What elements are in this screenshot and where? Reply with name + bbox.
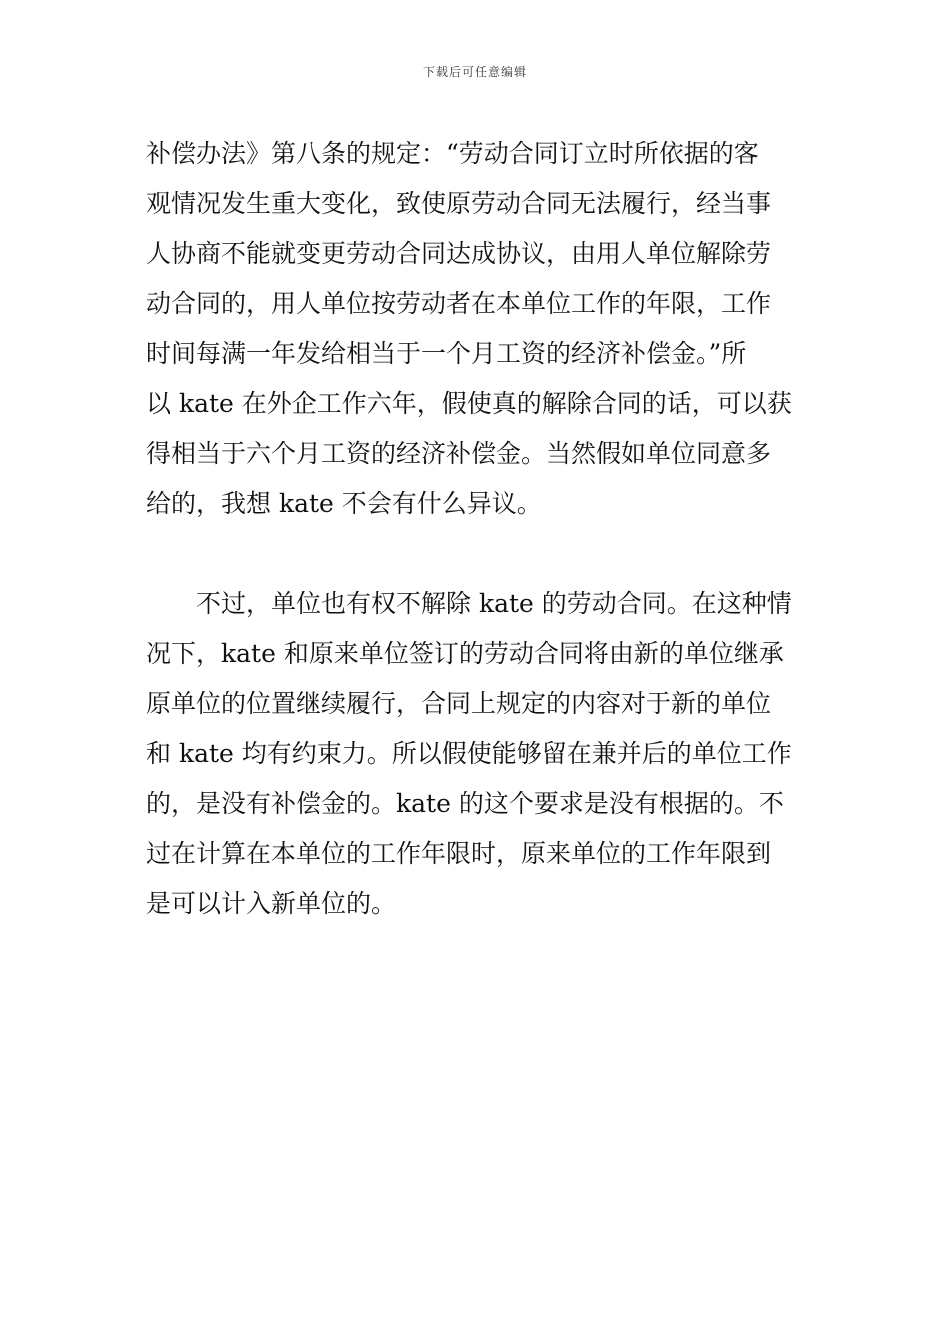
text-line: 的，是没有补偿金的。kate 的这个要求是没有根据的。不: [146, 789, 784, 818]
text-line: 补偿办法》第八条的规定：“劳动合同订立时所依据的客: [146, 139, 759, 168]
text-line: 给的，我想 kate 不会有什么异议。: [146, 489, 542, 518]
text-line: 原单位的位置继续履行，合同上规定的内容对于新的单位: [146, 689, 772, 718]
text-line: 过在计算在本单位的工作年限时，原来单位的工作年限到: [146, 839, 772, 868]
text-line: 况下，kate 和原来单位签订的劳动合同将由新的单位继承: [146, 639, 784, 668]
paragraph-2: [146, 579, 806, 929]
text-line: 以 kate 在外企工作六年，假使真的解除合同的话，可以获: [146, 389, 792, 418]
text-line: 人协商不能就变更劳动合同达成协议，由用人单位解除劳: [146, 239, 772, 268]
text-line: 观情况发生重大变化，致使原劳动合同无法履行，经当事: [146, 189, 772, 218]
text-line: 得相当于六个月工资的经济补偿金。当然假如单位同意多: [146, 439, 772, 468]
document-body: [146, 129, 806, 929]
text-line: 动合同的，用人单位按劳动者在本单位工作的年限，工作: [146, 289, 772, 318]
text-line: 和 kate 均有约束力。所以假使能够留在兼并后的单位工作: [146, 739, 792, 768]
text-line: 不过，单位也有权不解除 kate 的劳动合同。在这种情: [146, 589, 792, 618]
paragraph-spacer: [146, 529, 806, 579]
text-line: 是可以计入新单位的。: [146, 889, 397, 918]
paragraph-1: [146, 129, 806, 529]
page-header-note: 下载后可任意编辑: [422, 65, 527, 79]
text-line: 时间每满一年发给相当于一个月工资的经济补偿金。”所: [146, 339, 747, 368]
